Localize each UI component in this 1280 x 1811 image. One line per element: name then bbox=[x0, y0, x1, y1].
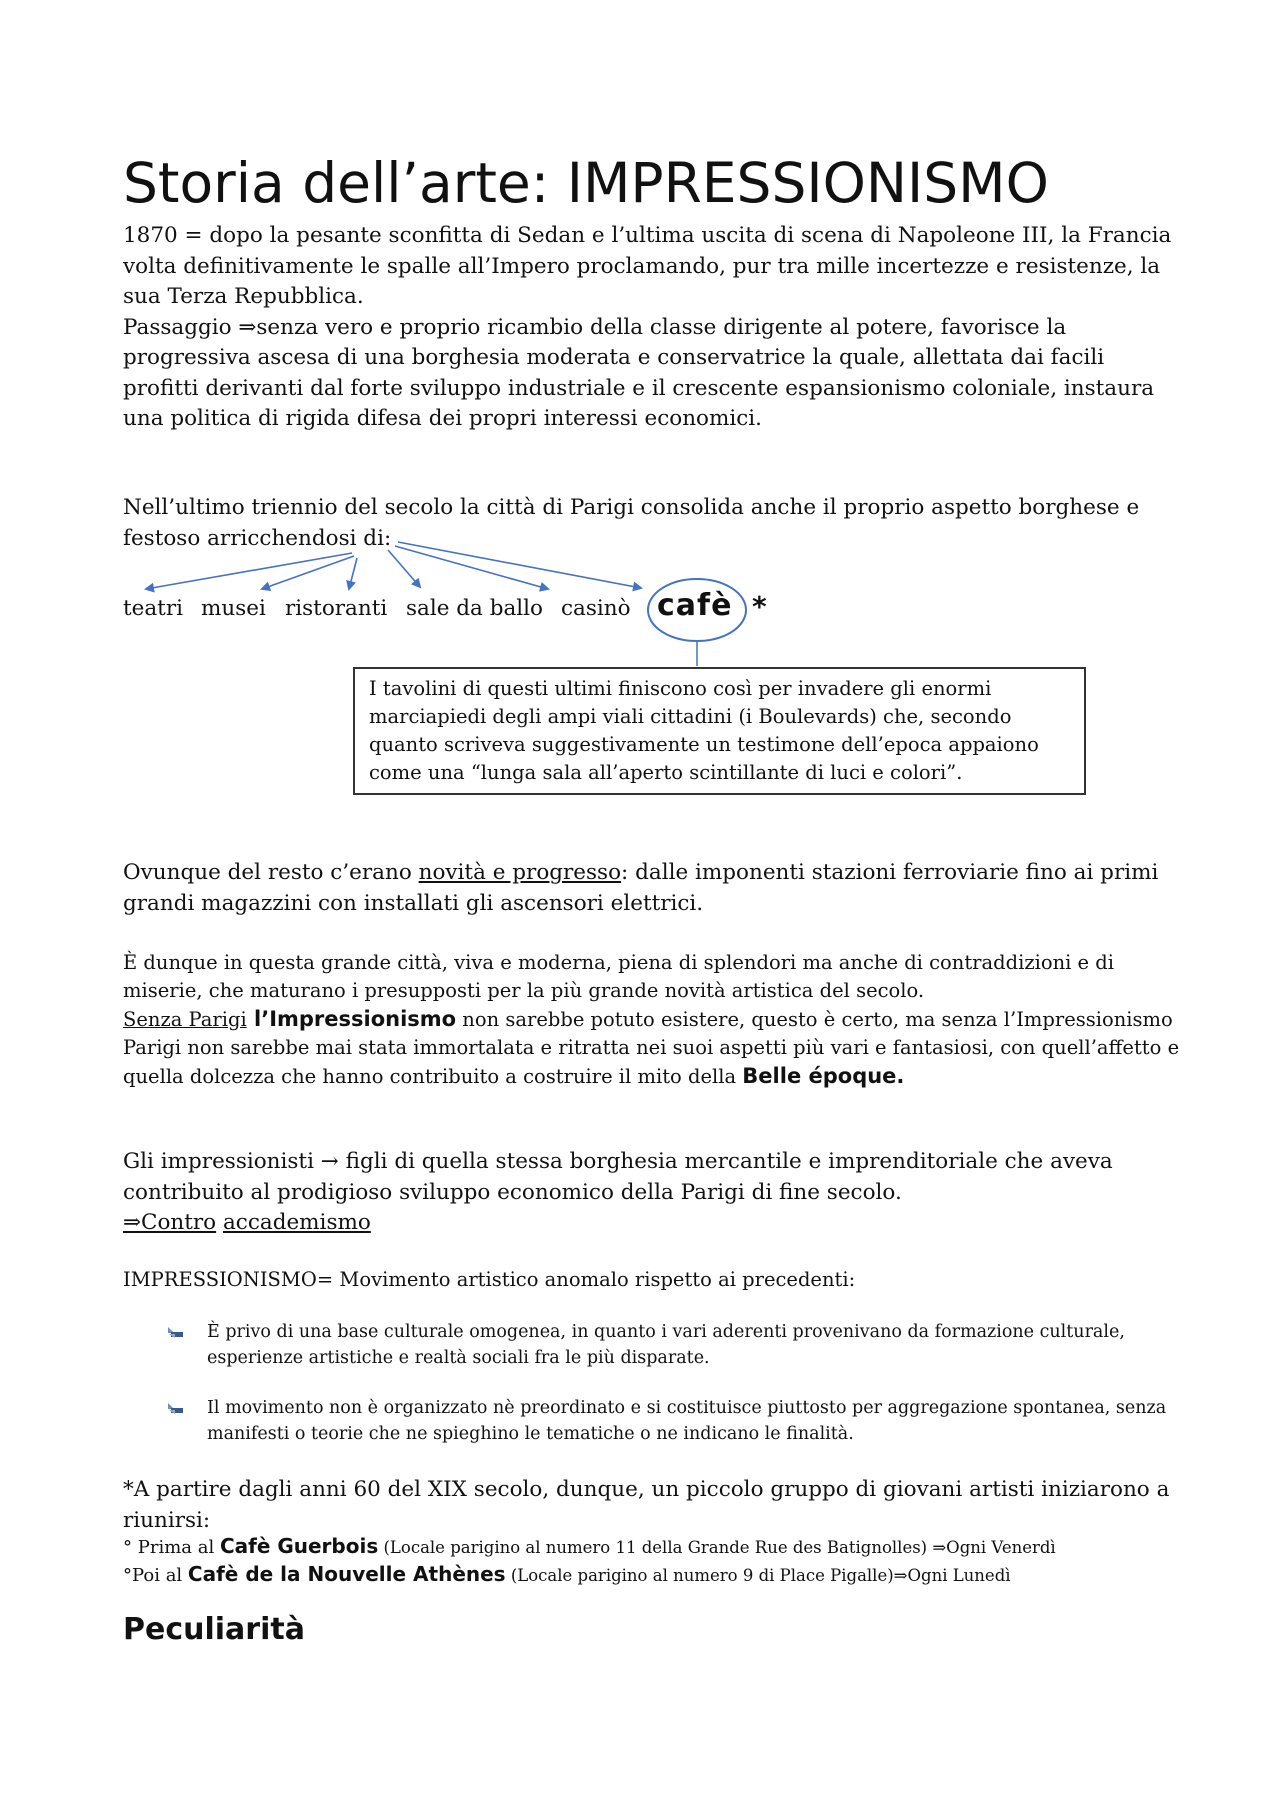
list-item bbox=[165, 1319, 1185, 1371]
guerbois-line bbox=[123, 1534, 1056, 1558]
impressionismo-bold: l’Impressionismo bbox=[246, 1007, 457, 1031]
peculiarita-heading: Peculiarità bbox=[123, 1612, 305, 1647]
contro-arrow: ⇒ bbox=[123, 1210, 142, 1235]
dunque-paragraph: È dunque in questa grande città, viva e moderna, piena di splendori ma anche di contraddizioni e di miserie, che maturano i presupposti per la più grande novità artistica del secolo. bbox=[123, 951, 1115, 1002]
contro-accademismo bbox=[123, 1208, 1183, 1239]
belle-epoque-bold: Belle époque. bbox=[742, 1064, 905, 1088]
dunque-section bbox=[123, 949, 1183, 1091]
arrow-bullet-icon bbox=[165, 1400, 185, 1418]
cafe-asterisk: * bbox=[752, 590, 767, 623]
place-sale-da-ballo: sale da ballo bbox=[406, 596, 543, 621]
cafe-text-box: I tavolini di questi ultimi finiscono così per invadere gli enormi marciapiedi degli ampi viali cittadini (i Boulevards) che, secondo quanto scriveva suggestivamente un testimone dell’epoca appaiono come una “lunga sala all’aperto scintillante di luci e colori”. bbox=[353, 667, 1086, 795]
bullet-list bbox=[165, 1319, 1185, 1447]
guerbois-detail: (Locale parigino al numero 11 della Grande Rue des Batignolles) ⇒Ogni Venerdì bbox=[378, 1538, 1056, 1557]
ovunque-paragraph bbox=[123, 858, 1183, 919]
senza-parigi-underlined: Senza Parigi bbox=[123, 1008, 247, 1031]
intro-paragraph-passaggio: Passaggio ⇒senza vero e proprio ricambio della classe dirigente al potere, favorisce la progressiva ascesa di una borghesia moderata e conservatrice la quale, allettata dai facili profitti derivanti dal forte sviluppo industriale e il crescente espansionismo coloniale, instaura una politica di rigida difesa dei propri interessi economici. bbox=[123, 314, 1155, 431]
cafe-label: cafè bbox=[657, 588, 733, 623]
ovunque-before: Ovunque del resto c’erano bbox=[123, 860, 419, 885]
triennio-paragraph: Nell’ultimo triennio del secolo la città di Parigi consolida anche il proprio aspetto borghese e festoso arricchendosi di: bbox=[123, 495, 1140, 551]
impressionisti-section bbox=[123, 1147, 1183, 1239]
impressionisti-paragraph: Gli impressionisti → figli di quella stessa borghesia mercantile e imprenditoriale che aveva contribuito al prodigioso sviluppo economico della Parigi di fine secolo. bbox=[123, 1149, 1113, 1205]
place-ristoranti: ristoranti bbox=[285, 596, 388, 621]
arrow-casino bbox=[395, 546, 548, 589]
arrows-diagram bbox=[0, 0, 1280, 700]
athenes-name: Cafè de la Nouvelle Athènes bbox=[187, 1562, 506, 1586]
accademismo-word: accademismo bbox=[222, 1210, 371, 1235]
guerbois-name: Cafè Guerbois bbox=[219, 1534, 379, 1558]
arrow-ristoranti bbox=[349, 558, 357, 589]
bullet-text-1: È privo di una base culturale omogenea, in quanto i vari aderenti provenivano da formazione culturale, esperienze artistiche e realtà sociali fra le più disparate. bbox=[207, 1322, 1125, 1368]
place-musei: musei bbox=[201, 596, 266, 621]
place-casino: casinò bbox=[561, 596, 631, 621]
page-title: Storia dell’arte: IMPRESSIONISMO bbox=[123, 151, 1049, 215]
athenes-detail: (Locale parigino al numero 9 di Place Pigalle)⇒Ogni Lunedì bbox=[505, 1566, 1011, 1585]
ovunque-underlined: novità e progresso bbox=[418, 860, 622, 885]
arrow-teatri bbox=[146, 553, 352, 589]
bullet-text-2: Il movimento non è organizzato nè preordinato e si costituisce piuttosto per aggregazione spontanea, senza manifesti o teorie che ne spieghino le tematiche o ne indicano le finalità. bbox=[207, 1398, 1167, 1444]
place-teatri: teatri bbox=[123, 596, 183, 621]
senza-parigi-paragraph bbox=[123, 1005, 1183, 1091]
athenes-prefix: °Poi al bbox=[123, 1565, 188, 1586]
intro-paragraph-1870: 1870 = dopo la pesante sconfitta di Sedan e l’ultima uscita di scena di Napoleone III, la Francia volta definitivamente le spalle all’Impero proclamando, pur tra mille incertezze e resistenze, la sua Terza Repubblica. bbox=[123, 223, 1172, 309]
arrow-bullet-icon bbox=[165, 1324, 185, 1342]
ovunque-after: : dalle imponenti stazioni ferroviarie fino ai primi grandi magazzini con installati gli ascensori elettrici. bbox=[123, 860, 1159, 916]
list-item bbox=[165, 1395, 1185, 1447]
arrow-sale-da-ballo bbox=[388, 550, 420, 587]
anni60-paragraph: *A partire dagli anni 60 del XIX secolo, dunque, un piccolo gruppo di giovani artisti iniziarono a riunirsi: bbox=[123, 1477, 1170, 1533]
contro-word: Contro bbox=[141, 1210, 217, 1235]
senza-parigi-middle: non sarebbe potuto esistere, questo è certo, ma senza l’Impressionismo Parigi non sarebbe mai stata immortalata e ritratta nei suoi aspetti più vari e fantasiosi, con quell’affetto e quella dolcezza che hanno contribuito a costruire il mito della bbox=[123, 1008, 1180, 1088]
movimento-line: IMPRESSIONISMO= Movimento artistico anomalo rispetto ai precedenti: bbox=[123, 1268, 856, 1291]
athenes-line bbox=[123, 1562, 1011, 1586]
guerbois-prefix: ° Prima al bbox=[123, 1537, 220, 1558]
